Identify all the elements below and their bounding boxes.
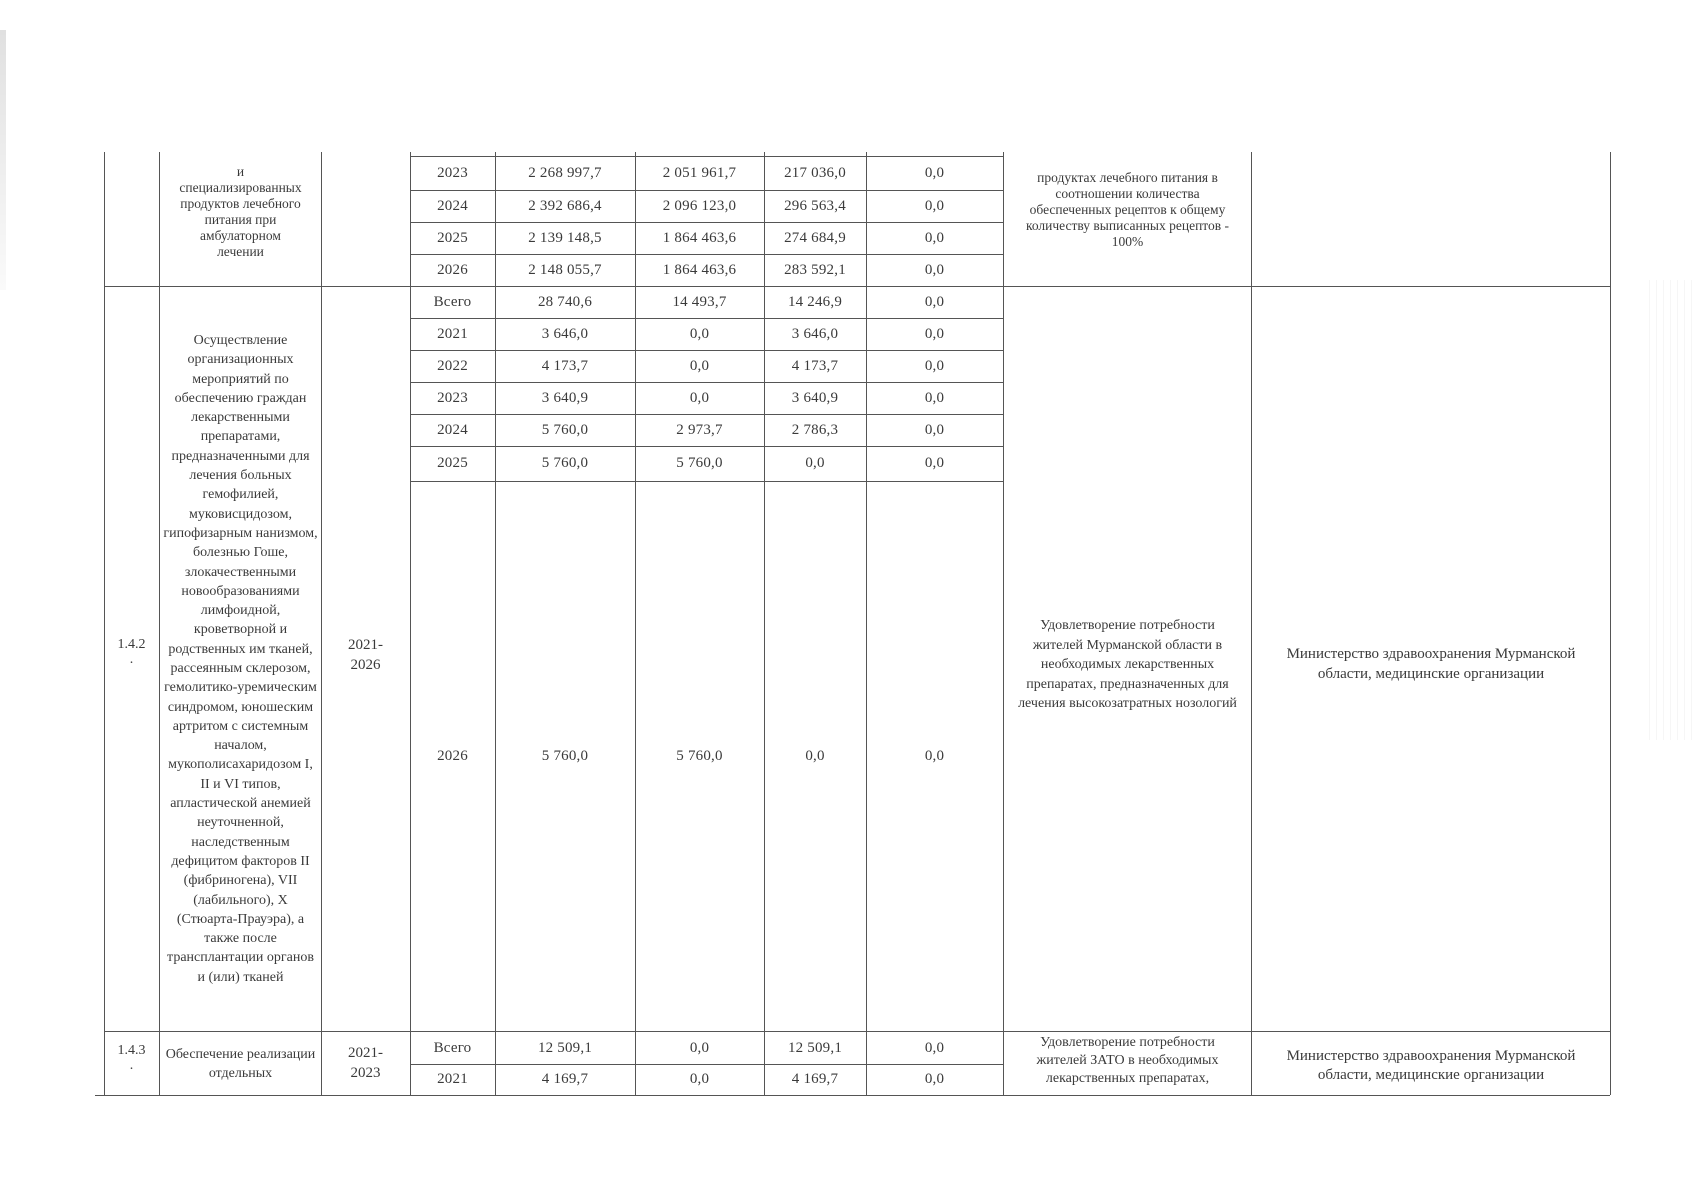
year-cell: 2025 <box>437 229 468 246</box>
year-cell: 2026 <box>437 747 468 764</box>
federal-cell: 0,0 <box>689 357 710 374</box>
regional-cell: 12 509,1 <box>787 1039 843 1056</box>
federal-cell: 0,0 <box>689 389 710 406</box>
other-cell: 0,0 <box>924 325 945 342</box>
year-cell: 2024 <box>437 197 468 214</box>
item-number <box>104 630 159 674</box>
regional-cell: 274 684,9 <box>784 229 846 246</box>
other-cell: 0,0 <box>924 1071 945 1087</box>
name-line: специализированных <box>179 180 302 195</box>
grid-line <box>410 481 1003 482</box>
scan-edge-shadow <box>0 30 6 290</box>
total-cell: 3 646,0 <box>541 325 589 342</box>
other-cell: 0,0 <box>924 421 945 438</box>
item-number-text: 1.4.2 <box>117 637 146 652</box>
program-item-name <box>160 154 321 270</box>
year-cell: 2021 <box>437 1071 468 1087</box>
year-cell: 2024 <box>437 421 468 438</box>
federal-cell: 14 493,7 <box>672 293 727 310</box>
regional-cell: 3 640,9 <box>791 389 839 406</box>
federal-cell: 0,0 <box>689 1071 710 1087</box>
item-number <box>104 1036 159 1080</box>
period-cell: 2021- 2026 <box>348 637 383 673</box>
federal-cell: 2 973,7 <box>676 421 723 438</box>
name-line: лечении <box>217 244 264 259</box>
total-cell: 4 169,7 <box>541 1071 589 1087</box>
other-cell: 0,0 <box>924 164 945 181</box>
name-line: питания при <box>204 212 277 227</box>
total-cell: 2 139 148,5 <box>528 229 602 246</box>
total-cell: 5 760,0 <box>541 747 589 764</box>
year-cell: Всего <box>433 1039 472 1056</box>
federal-cell: 0,0 <box>689 1039 710 1056</box>
name-line: продуктов лечебного <box>180 196 301 211</box>
other-cell: 0,0 <box>924 293 945 310</box>
total-cell: 2 148 055,7 <box>528 261 602 278</box>
other-cell: 0,0 <box>924 455 945 471</box>
indicator-text: продуктах лечебного питания в соотношении количества обеспеченных рецептов к общему количеству выписанных рецептов - 100% <box>1025 170 1230 249</box>
regional-cell: 0,0 <box>805 455 825 471</box>
year-cell: 2025 <box>437 455 468 471</box>
total-cell: 12 509,1 <box>537 1039 593 1056</box>
other-cell: 0,0 <box>924 357 945 374</box>
year-cell: 2022 <box>437 357 468 374</box>
indicator-text: Удовлетворение потребности жителей Мурманской области в необходимых лекарственных препаратах, предназначенных для лечения высокозатратных нозологий <box>1018 618 1237 712</box>
executor-text: Министерство здравоохранения Мурманской области, медицинские организации <box>1286 646 1576 682</box>
regional-cell: 4 169,7 <box>791 1071 839 1087</box>
regional-cell: 0,0 <box>805 747 825 764</box>
year-cell: 2026 <box>437 261 468 278</box>
name-line: и <box>236 164 245 179</box>
year-cell: 2023 <box>437 164 468 181</box>
regional-cell: 217 036,0 <box>784 164 846 181</box>
total-cell: 4 173,7 <box>541 357 589 374</box>
grid-line <box>104 152 105 1095</box>
grid-line <box>1251 152 1252 1095</box>
total-cell: 5 760,0 <box>541 421 589 438</box>
period-cell: 2021- 2023 <box>348 1045 383 1081</box>
year-cell: Всего <box>433 293 472 310</box>
federal-cell: 5 760,0 <box>676 455 723 471</box>
year-cell: 2021 <box>437 325 468 342</box>
regional-cell: 296 563,4 <box>784 197 846 214</box>
grid-line <box>1003 152 1004 1095</box>
federal-cell: 1 864 463,6 <box>662 261 737 278</box>
regional-cell: 14 246,9 <box>787 293 843 310</box>
regional-cell: 3 646,0 <box>791 325 839 342</box>
other-cell: 0,0 <box>924 229 945 246</box>
federal-cell: 2 096 123,0 <box>662 197 737 214</box>
other-cell: 0,0 <box>924 747 945 764</box>
federal-cell: 1 864 463,6 <box>662 229 737 246</box>
item-number-text: 1.4.3 <box>117 1043 146 1058</box>
program-item-name: Обеспечение реализации отдельных <box>165 1046 316 1081</box>
total-cell: 2 268 997,7 <box>528 164 602 181</box>
other-cell: 0,0 <box>924 261 945 278</box>
item-number-dot: . <box>129 652 134 667</box>
federal-cell: 0,0 <box>689 325 710 342</box>
federal-cell: 5 760,0 <box>676 747 723 764</box>
regional-cell: 4 173,7 <box>791 357 839 374</box>
name-line: амбулаторном <box>200 228 281 243</box>
grid-line <box>95 1095 1610 1096</box>
executor-text: Министерство здравоохранения Мурманской области, медицинские организации <box>1286 1048 1576 1083</box>
indicator-text: Удовлетворение потребности жителей ЗАТО в необходимых лекарственных препаратах, <box>1036 1035 1219 1086</box>
total-cell: 2 392 686,4 <box>528 197 602 214</box>
total-cell: 3 640,9 <box>541 389 589 406</box>
other-cell: 0,0 <box>924 1039 945 1056</box>
regional-cell: 2 786,3 <box>791 421 839 438</box>
other-cell: 0,0 <box>924 389 945 406</box>
item-number-dot: . <box>129 1058 134 1073</box>
program-item-name: Осуществление организационных мероприятий по обеспечению граждан лекарственными препаратами, предназначенными для лечения больных гемофилией, муковисцидозом, гипофизарным нанизмом, болезнью Гоше, злокачественными новообразованиями лимфоидной, кроветворной и родственных им тканей, рассеянным склерозом, гемолитико-уремическим синдромом, юношеским артритом с системным началом, мукополисахаридозом I, II и VI типов, апластической анемией неуточненной, наследственным дефицитом факторов II (фибриногена), VII (лабильного), X (Стюарта-Прауэра), а также после трансплантации органов и (или) тканей <box>163 332 318 985</box>
federal-cell: 2 051 961,7 <box>662 164 737 181</box>
total-cell: 5 760,0 <box>541 455 589 471</box>
grid-line <box>1610 152 1611 1095</box>
total-cell: 28 740,6 <box>537 293 593 310</box>
other-cell: 0,0 <box>924 197 945 214</box>
year-cell: 2023 <box>437 389 468 406</box>
grid-line <box>321 152 322 1095</box>
regional-cell: 283 592,1 <box>784 261 846 278</box>
scan-noise <box>1643 280 1698 740</box>
